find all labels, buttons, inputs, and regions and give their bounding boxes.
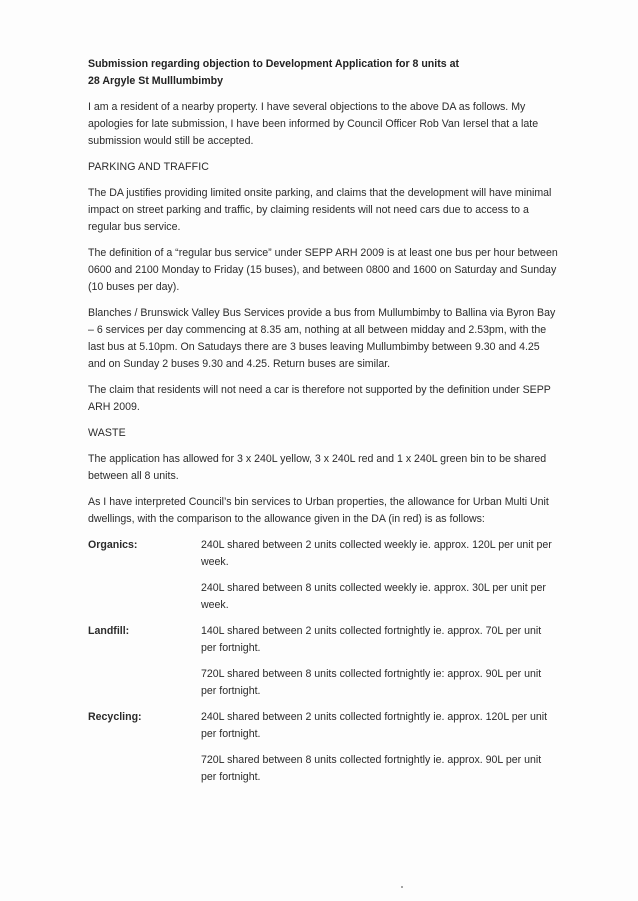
bin-row-organics <box>88 537 558 614</box>
bin-label: Landfill: <box>88 625 130 637</box>
bin-line-da: 720L shared between 8 units collected fortnightly ie: approx. 90L per unit per fortnight. <box>201 668 542 697</box>
parking-paragraph-3: Blanches / Brunswick Valley Bus Services provide a bus from Mullumbimby to Ballina via Byron Bay – 6 services per day commencing at 8.35 am, nothing at all between midday and 2.53pm, with the last bus at 5.10pm. On Satudays there are 3 buses leaving Mullumbimby between 9.30 and 4.25 and on Sunday 2 buses 9.30 and 4.25. Return buses are similar. <box>88 307 556 370</box>
title-line-2: 28 Argyle St Mulllumbimby <box>88 75 223 87</box>
bin-label: Organics: <box>88 539 138 551</box>
bin-line-council: 140L shared between 2 units collected fortnightly ie. approx. 70L per unit per fortnight. <box>201 625 542 654</box>
bin-row-recycling <box>88 709 558 786</box>
bin-line-council: 240L shared between 2 units collected weekly ie. approx. 120L per unit per week. <box>201 539 552 568</box>
intro-paragraph: I am a resident of a nearby property. I have several objections to the above DA as follows. My apologies for late submission, I have been informed by Council Officer Rob Van Iersel that a late submission would still be accepted. <box>88 101 539 147</box>
document-title <box>88 56 558 90</box>
bin-description <box>201 623 558 700</box>
document-body <box>88 56 558 795</box>
title-line-1: Submission regarding objection to Development Application for 8 units at <box>88 58 460 70</box>
bin-description <box>201 709 558 786</box>
waste-heading: WASTE <box>88 427 126 439</box>
scan-speck <box>401 886 403 888</box>
bin-line-da: 240L shared between 8 units collected weekly ie. approx. 30L per unit per week. <box>201 582 546 611</box>
waste-paragraph-2: As I have interpreted Council’s bin services to Urban properties, the allowance for Urban Multi Unit dwellings, with the comparison to the allowance given in the DA (in red) is as follows: <box>88 496 549 525</box>
parking-paragraph-2: The definition of a “regular bus service” under SEPP ARH 2009 is at least one bus per hour between 0600 and 2100 Monday to Friday (15 buses), and between 0800 and 1600 on Saturday and Sunday (10 buses per day). <box>88 247 558 293</box>
parking-heading: PARKING AND TRAFFIC <box>88 161 209 173</box>
parking-paragraph-4: The claim that residents will not need a car is therefore not supported by the definition under SEPP ARH 2009. <box>88 384 551 413</box>
parking-paragraph-1: The DA justifies providing limited onsite parking, and claims that the development will have minimal impact on street parking and traffic, by claiming residents will not need cars due to access to a regular bus service. <box>88 187 552 233</box>
bin-line-da: 720L shared between 8 units collected fortnightly ie. approx. 90L per unit per fortnight. <box>201 754 542 783</box>
waste-paragraph-1: The application has allowed for 3 x 240L yellow, 3 x 240L red and 1 x 240L green bin to be shared between all 8 units. <box>88 453 547 482</box>
bin-description <box>201 537 558 614</box>
bin-label: Recycling: <box>88 711 142 723</box>
bin-row-landfill <box>88 623 558 700</box>
bin-line-council: 240L shared between 2 units collected fortnightly ie. approx. 120L per unit per fortnight. <box>201 711 548 740</box>
